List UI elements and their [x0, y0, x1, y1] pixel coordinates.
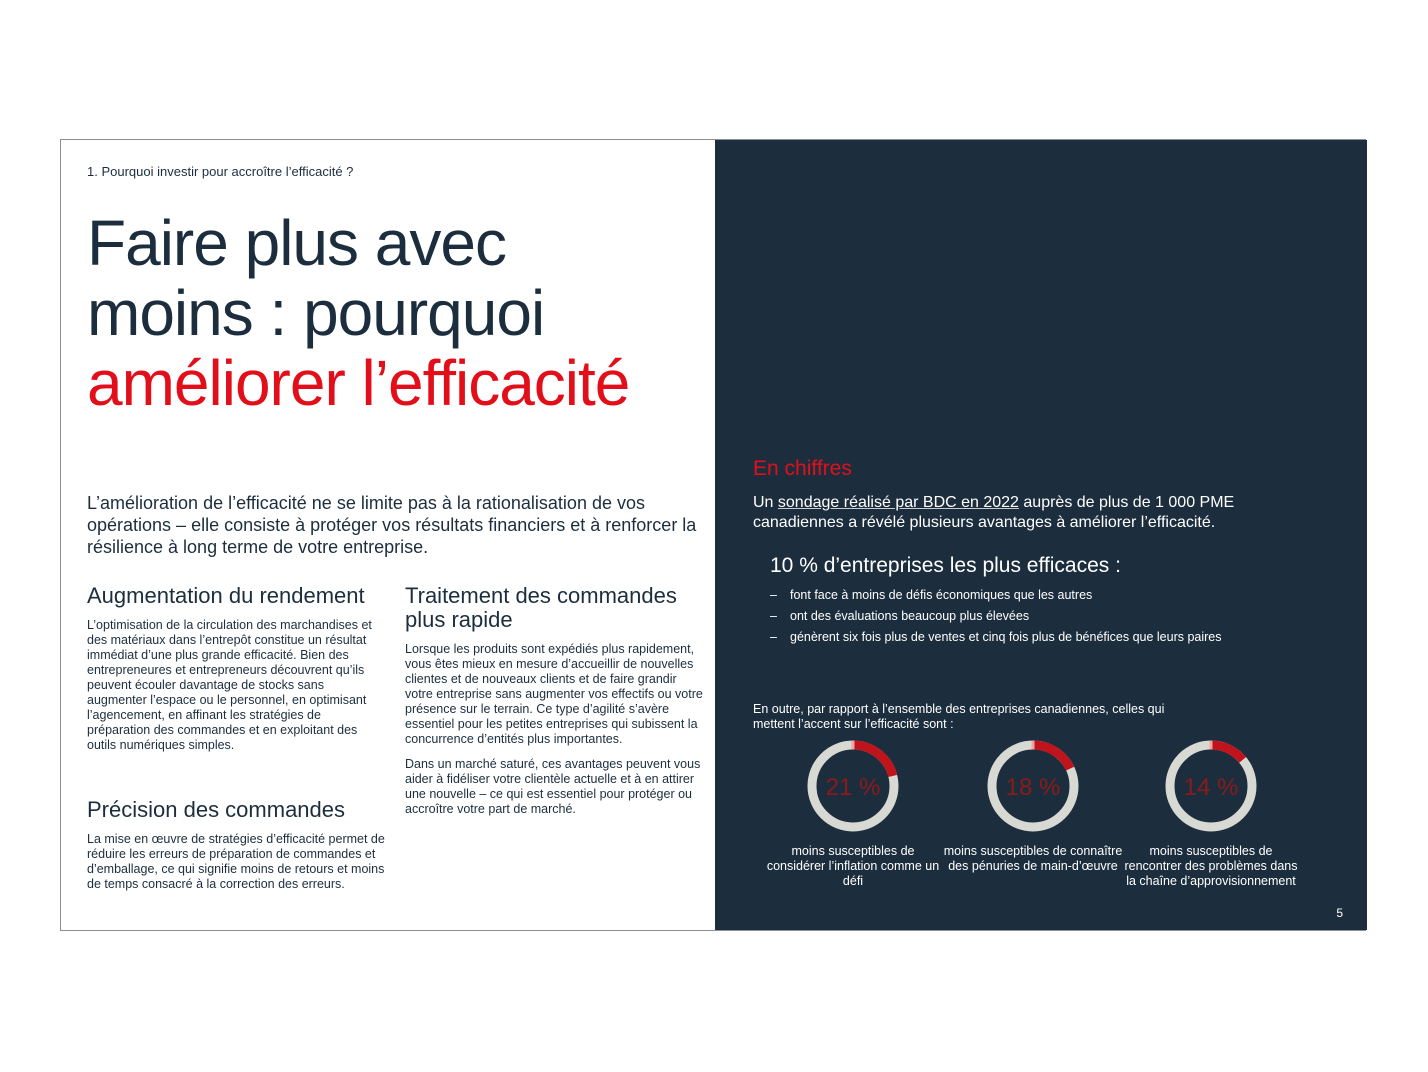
section-body: La mise en œuvre de stratégies d’efficacité permet de réduire les erreurs de préparation de commandes et d’emballage, ce qui signifie moins de retours et moins de temps consacré à la correction des erreurs.: [87, 832, 385, 891]
section-body-2: Dans un marché saturé, ces avantages peuvent vous aider à fidéliser votre clientèle actuelle et à en attirer une nouvelle – ce qui est essentiel pour protéger ou accroître votre part de marché.: [405, 757, 701, 816]
survey-link[interactable]: sondage réalisé par BDC en 2022: [777, 494, 1019, 511]
section-body-1: Lorsque les produits sont expédiés plus rapidement, vous êtes mieux en mesure d’accueillir de nouvelles clientes et de nouveaux clients et de faire grandir votre entreprise sans augmenter vos effectifs ou votre présence sur le terrain. Ce type d’agilité s’avère essentiel pour les petites entreprises qui subissent la concurrence d’entités plus importantes.: [405, 642, 703, 746]
stats-panel: [715, 140, 1367, 930]
donut-ring: [805, 738, 901, 834]
donut-caption: moins susceptibles de connaître des pénuries de main-d’œuvre: [943, 844, 1123, 873]
compare-text: En outre, par rapport à l’ensemble des entreprises canadiennes, celles qui mettent l’accent sur l’efficacité sont :: [753, 702, 1165, 731]
donut-ring: [985, 738, 1081, 834]
section-heading: Traitement des commandes plus rapide: [405, 583, 677, 632]
donut-stat-2: [943, 738, 1123, 874]
efficient-heading: 10 % d’entreprises les plus efficaces :: [770, 554, 1121, 577]
donut-caption: moins susceptibles de considérer l’inflation comme un défi: [766, 844, 940, 888]
donut-percent: 21 %: [825, 774, 881, 801]
list-item: – ont des évaluations beaucoup plus élevées: [770, 609, 1290, 624]
section-precision: [87, 798, 387, 902]
donut-percent: 14 %: [1183, 774, 1239, 801]
section-rendement: [87, 584, 387, 763]
donut-stat-3: [1121, 738, 1301, 889]
intro-paragraph: L’amélioration de l’efficacité ne se limite pas à la rationalisation de vos opérations – elle consiste à protéger vos résultats financiers et à renforcer la résilience à long terme de votre entreprise.: [87, 493, 697, 557]
stats-sub-pre: Un: [753, 494, 778, 511]
title-line-2: moins : pourquoi: [87, 277, 545, 349]
bullet-list: [770, 588, 1290, 651]
stats-sub-post: auprès de plus de 1 000 PME canadiennes a révélé plusieurs avantages à améliorer l’efficacité.: [753, 494, 1235, 531]
page: [60, 139, 1366, 931]
title-line-3-accent: améliorer l’efficacité: [87, 347, 630, 419]
section-body: L’optimisation de la circulation des marchandises et des matériaux dans l’entrepôt constitue un résultat immédiat d’une plus grande efficacité. Bien des entrepreneures et entrepreneurs découvrent qu’ils peuvent écouler davantage de stocks sans augmenter l’espace ou le personnel, en optimisant l’agencement, en affinant les stratégies de préparation des commandes et en exploitant des outils numériques simples.: [87, 618, 372, 752]
donut-percent: 18 %: [1005, 774, 1061, 801]
stats-heading: En chiffres: [753, 457, 852, 480]
section-heading: Augmentation du rendement: [87, 583, 365, 608]
section-heading: Précision des commandes: [87, 797, 346, 822]
list-item: – génèrent six fois plus de ventes et cinq fois plus de bénéfices que leurs paires: [770, 630, 1290, 645]
breadcrumb: 1. Pourquoi investir pour accroître l’efficacité ?: [87, 164, 354, 179]
donut-ring: [1163, 738, 1259, 834]
left-panel: [61, 140, 715, 930]
title-line-1: Faire plus avec: [87, 207, 506, 279]
donut-stat-1: [763, 738, 943, 889]
donut-caption: moins susceptibles de rencontrer des problèmes dans la chaîne d’approvisionnement: [1124, 844, 1298, 888]
section-traitement: [405, 584, 707, 827]
list-item: – font face à moins de défis économiques que les autres: [770, 588, 1290, 603]
page-number: 5: [1336, 906, 1343, 920]
stats-subtitle: [753, 493, 1313, 533]
page-title: [87, 208, 629, 418]
